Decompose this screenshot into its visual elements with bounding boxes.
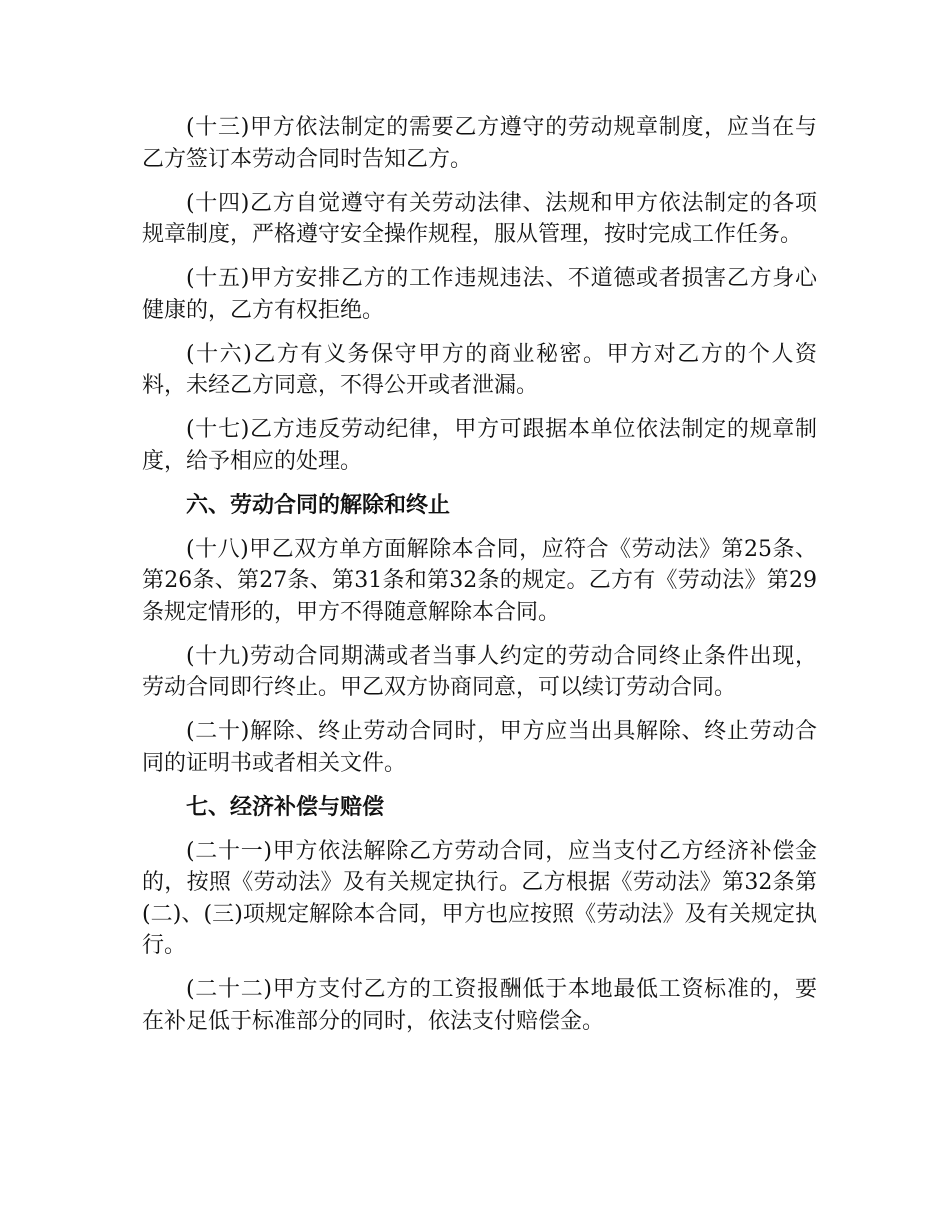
clause-13: (十三)甲方依法制定的需要乙方遵守的劳动规章制度，应当在与乙方签订本劳动合同时告知乙方。	[142, 115, 817, 172]
clause-15: (十五)甲方安排乙方的工作违规违法、不道德或者损害乙方身心健康的，乙方有权拒绝。	[142, 266, 817, 323]
document-page	[142, 112, 817, 1050]
clause-19: (十九)劳动合同期满或者当事人约定的劳动合同终止条件出现，劳动合同即行终止。甲乙双方协商同意，可以续订劳动合同。	[142, 643, 817, 700]
clause-16: (十六)乙方有义务保守甲方的商业秘密。甲方对乙方的个人资料，未经乙方同意，不得公开或者泄漏。	[142, 341, 817, 398]
clause-21: (二十一)甲方依法解除乙方劳动合同，应当支付乙方经济补偿金的，按照《劳动法》及有关规定执行。乙方根据《劳动法》第32条第(二)、(三)项规定解除本合同，甲方也应按照《劳动法》及有关规定执行。	[142, 838, 817, 958]
clause-17: (十七)乙方违反劳动纪律，甲方可跟据本单位依法制定的规章制度，给予相应的处理。	[142, 417, 817, 474]
clause-22: (二十二)甲方支付乙方的工资报酬低于本地最低工资标准的，要在补足低于标准部分的同时，依法支付赔偿金。	[142, 977, 817, 1034]
section-heading-6: 六、劳动合同的解除和终止	[186, 491, 451, 518]
clause-20: (二十)解除、终止劳动合同时，甲方应当出具解除、终止劳动合同的证明书或者相关文件。	[142, 719, 817, 776]
clause-14: (十四)乙方自觉遵守有关劳动法律、法规和甲方依法制定的各项规章制度，严格遵守安全操作规程，服从管理，按时完成工作任务。	[142, 190, 817, 247]
section-heading-7: 七、经济补偿与赔偿	[186, 793, 385, 820]
clause-18: (十八)甲乙双方单方面解除本合同，应符合《劳动法》第25条、第26条、第27条、第31条和第32条的规定。乙方有《劳动法》第29条规定情形的，甲方不得随意解除本合同。	[142, 536, 817, 625]
